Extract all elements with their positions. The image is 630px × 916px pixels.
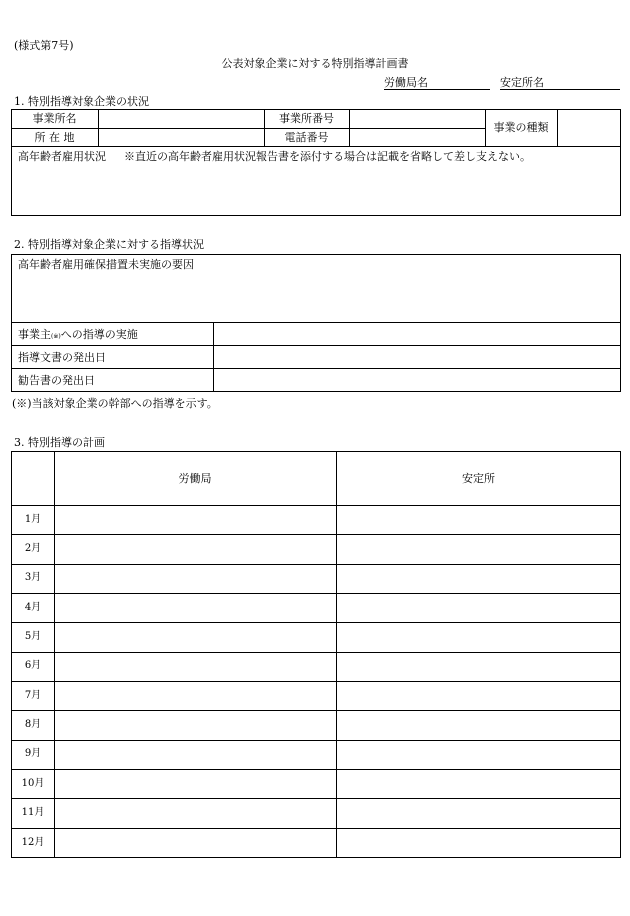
address-label: 所 在 地 — [34, 131, 75, 144]
month-row-divider — [11, 534, 621, 535]
employment-office-name-line — [500, 89, 620, 90]
month-row-divider — [11, 681, 621, 682]
section2-col-divider — [213, 322, 214, 392]
month-row-divider — [11, 828, 621, 829]
month-row-divider — [11, 505, 621, 506]
month-label-12: 12月 — [21, 837, 45, 848]
section1-heading: 1. 特別指導対象企業の状況 — [14, 95, 149, 108]
form-number: (様式第7号) — [14, 39, 74, 52]
elderly-employment-label: 高年齢者雇用状況 — [18, 150, 106, 163]
month-label-3: 3月 — [24, 572, 42, 583]
business-type-label: 事業の種類 — [493, 121, 549, 134]
section3-col-divider — [54, 451, 55, 858]
month-label-11: 11月 — [21, 807, 45, 818]
labor-bureau-name-line — [384, 89, 490, 90]
elderly-employment-note: ※直近の高年齢者雇用状況報告書を添付する場合は記載を省略して差し支えない。 — [124, 150, 531, 163]
col-header-employment-office: 安定所 — [462, 472, 495, 485]
month-label-5: 5月 — [24, 631, 42, 642]
labor-bureau-name-label: 労働局名 — [384, 76, 428, 89]
month-label-2: 2月 — [24, 543, 42, 554]
office-number-label: 事業所番号 — [279, 112, 334, 125]
section2-table — [11, 254, 621, 392]
month-row-divider — [11, 564, 621, 565]
section3-table — [11, 451, 621, 858]
office-name-label: 事業所名 — [32, 112, 77, 125]
guidance-document-date-label: 指導文書の発出日 — [18, 351, 106, 364]
section2-row-divider — [11, 322, 621, 323]
section2-row-divider — [11, 345, 621, 346]
section2-footnote: (※)当該対象企業の幹部への指導を示す。 — [12, 397, 218, 410]
month-label-7: 7月 — [24, 690, 42, 701]
month-row-divider — [11, 710, 621, 711]
section1-row-divider-2 — [11, 146, 621, 147]
month-label-6: 6月 — [24, 660, 42, 671]
phone-label: 電話番号 — [284, 131, 329, 144]
section2-heading: 2. 特別指導対象企業に対する指導状況 — [14, 238, 204, 251]
section1-col-divider — [557, 109, 558, 146]
section1-col-divider — [98, 109, 99, 146]
month-label-10: 10月 — [21, 778, 45, 789]
month-row-divider — [11, 622, 621, 623]
recommendation-date-label: 勧告書の発出日 — [18, 374, 95, 387]
employment-office-name-label: 安定所名 — [500, 76, 544, 89]
page-title: 公表対象企業に対する特別指導計画書 — [221, 57, 409, 70]
guidance-implementation-label: 事業主(※)への指導の実施 — [18, 328, 138, 341]
month-row-divider — [11, 769, 621, 770]
cause-label: 高年齢者雇用確保措置未実施の要因 — [18, 258, 194, 271]
section1-col-divider — [349, 109, 350, 146]
col-header-labor-bureau: 労働局 — [178, 472, 212, 485]
month-label-1: 1月 — [24, 514, 42, 525]
month-row-divider — [11, 740, 621, 741]
month-row-divider — [11, 798, 621, 799]
section2-row-divider — [11, 368, 621, 369]
section1-row-divider — [11, 128, 485, 129]
month-label-9: 9月 — [24, 748, 42, 759]
month-label-8: 8月 — [24, 719, 42, 730]
month-row-divider — [11, 652, 621, 653]
section3-heading: 3. 特別指導の計画 — [14, 436, 105, 449]
month-row-divider — [11, 593, 621, 594]
section3-col-divider — [336, 451, 337, 858]
month-label-4: 4月 — [24, 602, 42, 613]
